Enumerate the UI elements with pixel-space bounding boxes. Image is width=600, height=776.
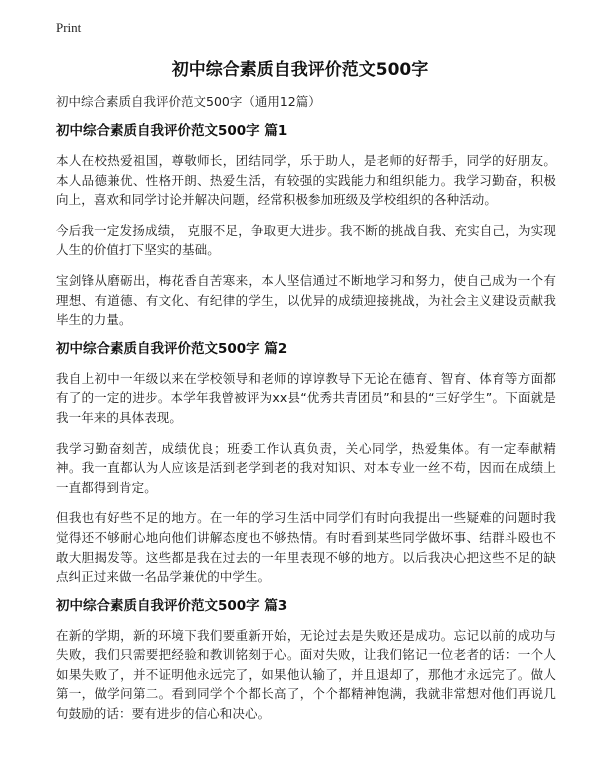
paragraph: 我学习勤奋刻苦，成绩优良；班委工作认真负责，关心同学，热爱集体。有一定奉献精神。我一直都认为人应该是活到老学到老的我对知识、对本专业一丝不苟，因而在成绩上一直都得到肯定。	[56, 440, 556, 495]
section-heading: 初中综合素质自我评价范文500字 篇2	[56, 340, 288, 357]
section-3	[56, 598, 556, 724]
section-heading: 初中综合素质自我评价范文500字 篇3	[56, 597, 288, 614]
paragraph: 我自上初中一年级以来在学校领导和老师的谆谆教导下无论在德育、智育、体育等方面都有了的一定的进步。本学年我曾被评为xx县“优秀共青团员”和县的“三好学生”。下面就是我一年来的具体表现。	[56, 370, 556, 425]
document-title: 初中综合素质自我评价范文500字	[171, 60, 429, 80]
paragraph: 在新的学期，新的环境下我们要重新开始，无论过去是失败还是成功。忘记以前的成功与失败，我们只需要把经验和教训铭刻于心。面对失败，让我们铭记一位老者的话：一个人如果失败了，并不证明他永远完了，如果他认输了，并且退却了，那他才永远完了。做人第一，做学问第二。看到同学个个都长高了，个个都精神饱满，我就非常想对他们再说几句鼓励的话：要有进步的信心和决心。	[56, 627, 556, 722]
section-1	[56, 123, 556, 330]
paragraph: 宝剑锋从磨砺出，梅花香自苦寒来，本人坚信通过不断地学习和努力，使自己成为一个有理想、有道德、有文化、有纪律的学生，以优异的成绩迎接挑战，为社会主义建设贡献我毕生的力量。	[56, 272, 556, 328]
section-2	[56, 341, 556, 587]
document-body	[56, 94, 556, 735]
document-subtitle: 初中综合素质自我评价范文500字（通用12篇）	[56, 94, 321, 109]
paragraph: 本人在校热爱祖国，尊敬师长，团结同学，乐于助人，是老师的好帮手，同学的好朋友。本人品德兼优、性格开朗、热爱生活，有较强的实践能力和组织能力。我学习勤奋，积极向上，喜欢和同学讨论并解决问题，经常积极参加班级及学校组织的各种活动。	[56, 153, 556, 208]
paragraph: 但我也有好些不足的地方。在一年的学习生活中同学们有时向我提出一些疑难的问题时我觉得还不够耐心地向他们讲解态度也不够热情。有时看到某些同学做坏事、结群斗殴也不敢大胆揭发等。这些都是我在过去的一年里表现不够的地方。以后我决心把这些不足的缺点纠正过来做一名品学兼优的中学生。	[56, 510, 556, 585]
paragraph: 今后我一定发扬成绩， 克服不足，争取更大进步。我不断的挑战自我、充实自己，为实现人生的价值打下坚实的基础。	[56, 222, 556, 258]
print-link[interactable]: Print	[56, 20, 82, 35]
section-heading: 初中综合素质自我评价范文500字 篇1	[56, 123, 288, 139]
